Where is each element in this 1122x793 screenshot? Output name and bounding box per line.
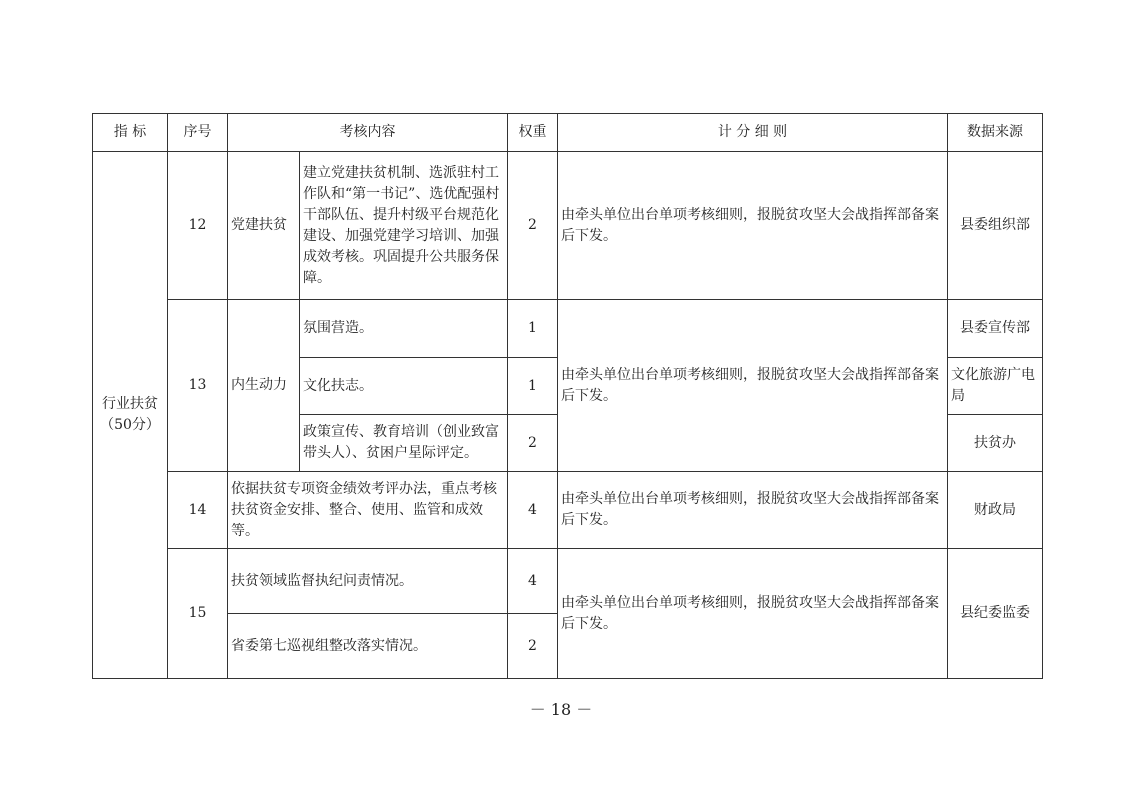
seq-cell: 14: [168, 472, 228, 549]
header-seq: 序号: [168, 114, 228, 152]
weight-cell: 4: [508, 472, 558, 549]
weight-cell: 2: [508, 614, 558, 679]
assessment-table: [92, 113, 1043, 679]
table-header-row: [93, 114, 1043, 152]
table-row: [93, 152, 1043, 300]
header-rules: 计 分 细 则: [558, 114, 948, 152]
item-cell: 内生动力: [228, 300, 300, 472]
source-cell: 扶贫办: [948, 415, 1043, 472]
category-points: （50分）: [100, 417, 160, 433]
source-cell: 文化旅游广电局: [948, 358, 1043, 415]
category-label: 行业扶贫: [102, 396, 158, 412]
weight-cell: 2: [508, 415, 558, 472]
detail-cell: 扶贫领域监督执纪问责情况。: [228, 549, 508, 614]
rule-cell: 由牵头单位出台单项考核细则，报脱贫攻坚大会战指挥部备案后下发。: [558, 549, 948, 679]
weight-cell: 1: [508, 358, 558, 415]
table-row: [93, 472, 1043, 549]
header-weight: 权重: [508, 114, 558, 152]
detail-cell: 建立党建扶贫机制、选派驻村工作队和“第一书记”、选优配强村干部队伍、提升村级平台规范化建设、加强党建学习培训、加强成效考核。巩固提升公共服务保障。: [300, 152, 508, 300]
rule-cell: 由牵头单位出台单项考核细则，报脱贫攻坚大会战指挥部备案后下发。: [558, 152, 948, 300]
detail-cell: 氛围营造。: [300, 300, 508, 358]
weight-cell: 1: [508, 300, 558, 358]
source-cell: 财政局: [948, 472, 1043, 549]
rule-cell: 由牵头单位出台单项考核细则，报脱贫攻坚大会战指挥部备案后下发。: [558, 472, 948, 549]
detail-cell: 政策宣传、教育培训（创业致富带头人）、贫困户星际评定。: [300, 415, 508, 472]
header-content: 考核内容: [228, 114, 508, 152]
detail-cell: 省委第七巡视组整改落实情况。: [228, 614, 508, 679]
page-number: － 18 －: [529, 700, 593, 719]
header-source: 数据来源: [948, 114, 1043, 152]
table-row: [93, 300, 1043, 358]
seq-cell: 15: [168, 549, 228, 679]
header-indicator: 指 标: [93, 114, 168, 152]
category-cell: [93, 152, 168, 679]
source-cell: 县委组织部: [948, 152, 1043, 300]
seq-cell: 12: [168, 152, 228, 300]
item-cell: 党建扶贫: [228, 152, 300, 300]
weight-cell: 4: [508, 549, 558, 614]
source-cell: 县纪委监委: [948, 549, 1043, 679]
table-row: [93, 549, 1043, 614]
seq-cell: 13: [168, 300, 228, 472]
weight-cell: 2: [508, 152, 558, 300]
source-cell: 县委宣传部: [948, 300, 1043, 358]
detail-cell: 文化扶志。: [300, 358, 508, 415]
rule-cell: 由牵头单位出台单项考核细则，报脱贫攻坚大会战指挥部备案后下发。: [558, 300, 948, 472]
detail-cell: 依据扶贫专项资金绩效考评办法，重点考核扶贫资金安排、整合、使用、监管和成效等。: [228, 472, 508, 549]
